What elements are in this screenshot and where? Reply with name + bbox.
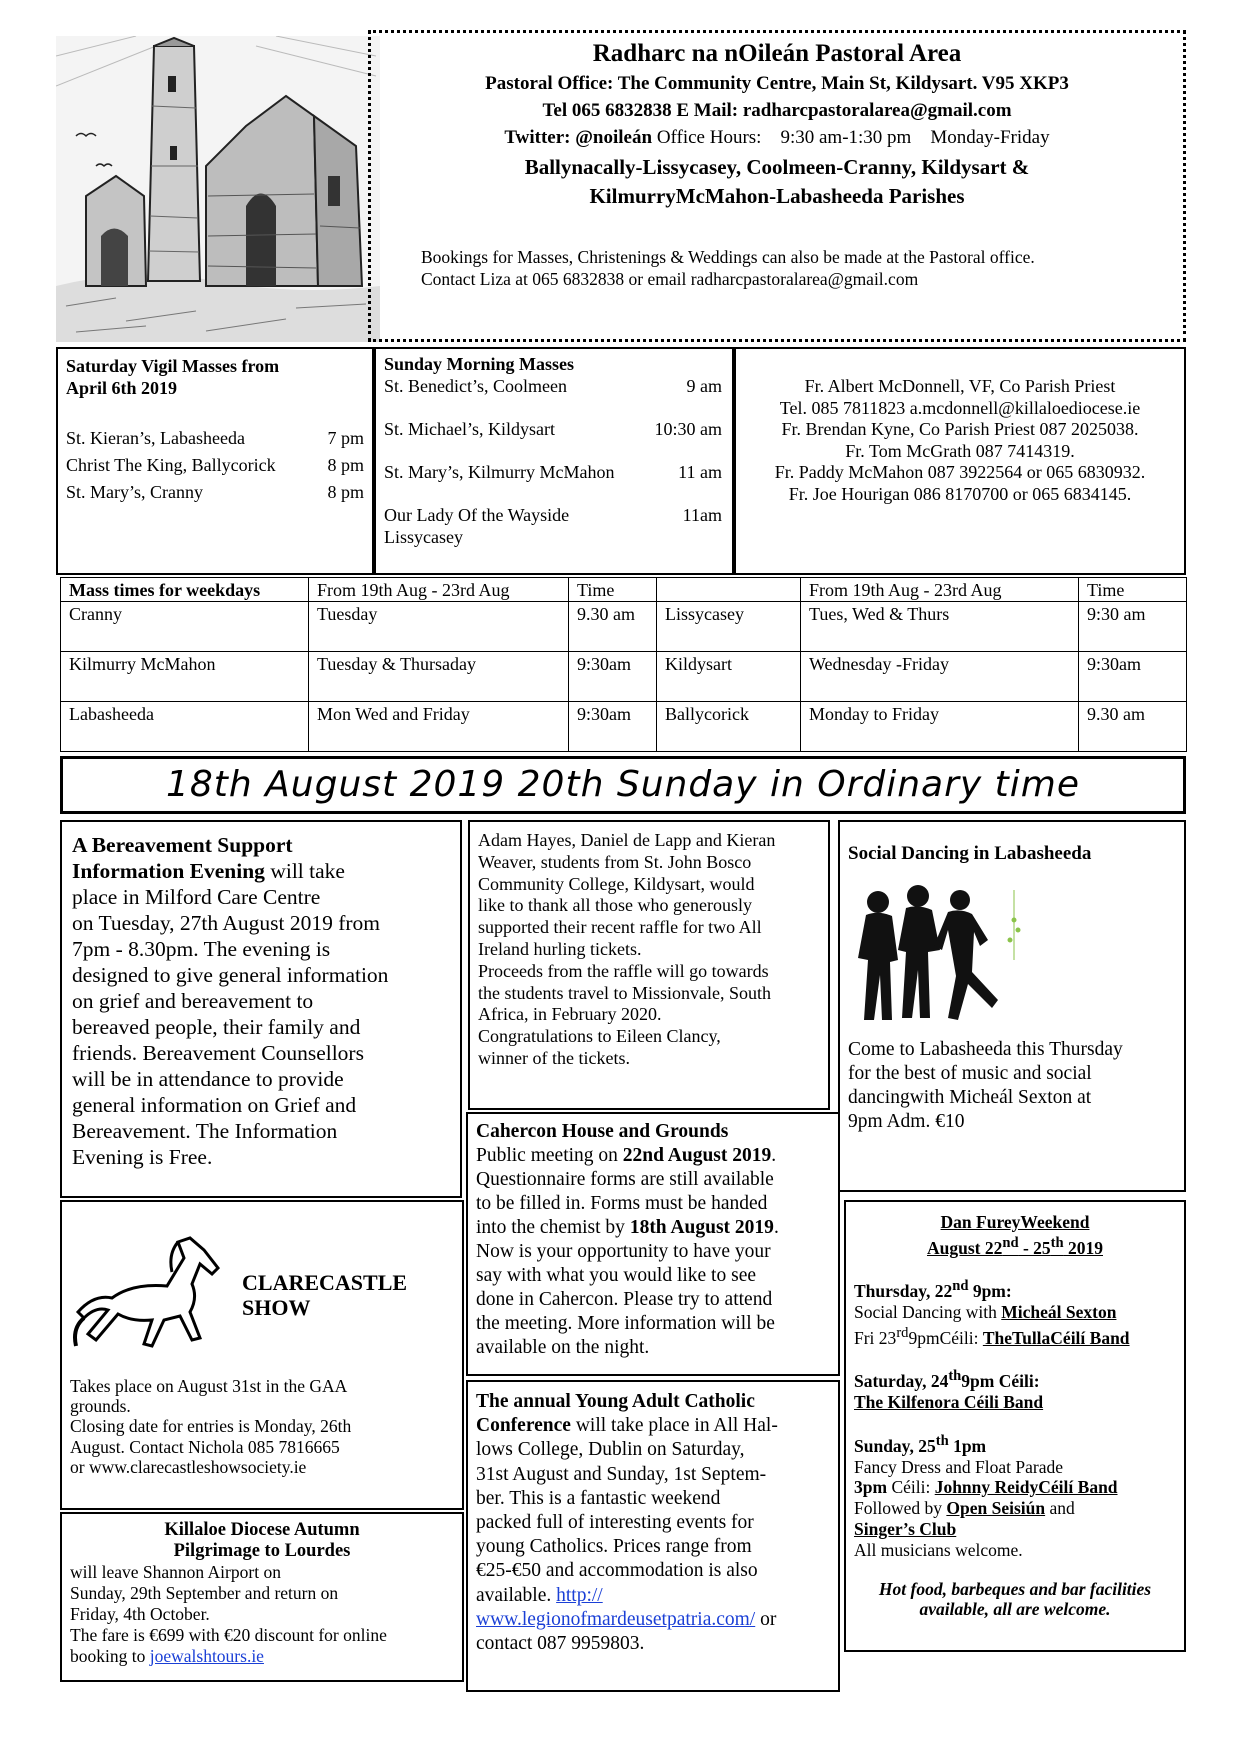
furey-sunday: Sunday, 25	[854, 1435, 936, 1456]
furey-date-suffix: rd	[896, 1324, 909, 1341]
social-dancing-line: 9pm Adm. €10	[848, 1111, 965, 1132]
sunday-date-banner	[60, 756, 1186, 814]
weekday-table-cell: 9:30 am	[1078, 601, 1187, 652]
saturday-heading-1: Saturday Vigil Masses from	[66, 356, 280, 376]
weekday-table-cell: Tuesday & Thursaday	[308, 651, 569, 702]
raffle-notice	[468, 820, 830, 1110]
furey-text: All musicians welcome.	[854, 1539, 1023, 1560]
furey-text: Followed by	[854, 1498, 947, 1519]
weekday-table-cell: 9:30am	[568, 651, 657, 702]
weekday-table-cell: Kilmurry McMahon	[60, 651, 309, 702]
lourdes-line: Friday, 4th October.	[70, 1604, 210, 1624]
office-hours: Office Hours: 9:30 am-1:30 pm Monday-Friday	[652, 127, 1050, 148]
sunday-heading: Sunday Morning Masses	[384, 354, 575, 374]
cahercon-text: .	[771, 1145, 777, 1166]
furey-time: 3pm	[854, 1477, 888, 1498]
bookings-line-2: Contact Liza at 065 6832838 or email radharcpastoralarea@gmail.com	[421, 269, 919, 289]
weekday-table-cell: Lissycasey	[656, 601, 801, 652]
sunday-mass-row	[384, 461, 722, 483]
raffle-line: like to thank all those who generously	[478, 895, 752, 916]
saturday-mass-row	[66, 427, 364, 449]
parishes-line-2: KilmurryMcMahon-Labasheeda Parishes	[589, 184, 965, 208]
conference-title-1: The annual Young Adult Catholic	[476, 1391, 755, 1412]
pastoral-office-address: Pastoral Office: The Community Centre, Main St, Kildysart. V95 XKP3	[485, 73, 1069, 94]
weekday-table-cell: Monday to Friday	[800, 701, 1079, 752]
conference-line: €25-€50 and accommodation is also	[476, 1560, 758, 1582]
parishes-line-1: Ballynacally-Lissycasey, Coolmeen-Cranny, Kildysart &	[524, 155, 1030, 179]
furey-saturday: Saturday, 24	[854, 1371, 949, 1392]
cahercon-text: into the chemist by	[476, 1217, 630, 1238]
mass-time: 8 pm	[327, 482, 364, 502]
weekday-table-cell: 9:30am	[1078, 651, 1187, 702]
weekday-table-header-cell: Time	[568, 577, 657, 602]
young-adult-conference-notice	[466, 1380, 840, 1692]
conference-line: lows College, Dublin on Saturday,	[476, 1439, 745, 1461]
clarecastle-line: August. Contact Nichola 085 7816665	[70, 1436, 340, 1457]
mass-time: 9 am	[686, 376, 722, 396]
lourdes-line: Sunday, 29th September and return on	[70, 1583, 339, 1603]
conference-line: ber. This is a fantastic weekend	[476, 1487, 721, 1509]
priest-line: Tel. 085 7811823 a.mcdonnell@killaloediocese.ie	[779, 397, 1141, 418]
cahercon-notice	[466, 1112, 840, 1376]
lourdes-line: The fare is €699 with €20 discount for online	[70, 1625, 387, 1645]
bereavement-line: friends. Bereavement Counsellors	[72, 1041, 364, 1065]
clarecastle-title-2: SHOW	[242, 1295, 311, 1320]
furey-performer: Johnny ReidyCéilí Band	[934, 1477, 1118, 1498]
furey-performer: Singer’s Club	[854, 1518, 957, 1539]
weekday-table-cell: Mon Wed and Friday	[308, 701, 569, 752]
furey-text: Fri 23	[854, 1327, 897, 1348]
priest-line: Fr. Paddy McMahon 087 3922564 or 065 6830932.	[774, 462, 1146, 482]
furey-sunday: 1pm	[948, 1435, 987, 1456]
priest-line: Fr. Tom McGrath 087 7414319.	[845, 440, 1075, 461]
social-dancing-line: dancingwith Micheál Sexton at	[848, 1087, 1092, 1108]
saturday-mass-row	[66, 454, 364, 476]
weekday-table-header-cell	[656, 577, 801, 602]
cahercon-line: the meeting. More information will be	[476, 1313, 775, 1334]
weekday-table-cell: 9.30 am	[1078, 701, 1187, 752]
furey-date-text: - 25	[1018, 1237, 1051, 1258]
raffle-line: Ireland hurling tickets.	[478, 938, 642, 959]
raffle-line: Community College, Kildysart, would	[478, 873, 755, 894]
furey-date-suffix: nd	[952, 1278, 969, 1295]
cahercon-line: to be filled in. Forms must be handed	[476, 1193, 768, 1214]
church-ruin-illustration	[56, 36, 380, 342]
conference-text: will take place in All Hal-	[570, 1415, 778, 1437]
bereavement-line: on grief and bereavement to	[72, 989, 314, 1013]
bereavement-line: on Tuesday, 27th August 2019 from	[72, 911, 380, 935]
weekday-table-header-cell: Mass times for weekdays	[60, 577, 309, 602]
furey-performer: Open Seisiún	[946, 1498, 1046, 1519]
conference-link-part-1[interactable]: http://	[556, 1584, 603, 1606]
priest-line: Fr. Albert McDonnell, VF, Co Parish Priest	[804, 376, 1116, 396]
weekday-mass-table	[60, 577, 1186, 751]
lourdes-title-1: Killaloe Diocese Autumn	[164, 1520, 360, 1540]
bereavement-title-2: Information Evening	[72, 859, 265, 883]
bereavement-line: 7pm - 8.30pm. The evening is	[72, 937, 331, 961]
weekday-table-cell: Tuesday	[308, 601, 569, 652]
cahercon-deadline-date: 18th August 2019	[629, 1217, 774, 1238]
dancers-silhouette-icon	[848, 880, 1028, 1030]
furey-thursday: 9pm:	[968, 1281, 1012, 1302]
furey-text: and	[1045, 1498, 1075, 1519]
conference-text: available.	[476, 1584, 557, 1606]
clarecastle-title	[242, 1270, 407, 1320]
weekday-table-cell: 9.30 am	[568, 601, 657, 652]
social-dancing-title: Social Dancing in Labasheeda	[848, 843, 1092, 864]
cahercon-text: .	[773, 1217, 779, 1238]
saturday-heading-2: April 6th 2019	[66, 378, 178, 398]
mass-place: St. Mary’s, Cranny	[66, 482, 203, 502]
conference-line: 31st August and Sunday, 1st Septem-	[476, 1463, 767, 1485]
furey-date-suffix: th	[948, 1368, 962, 1385]
clarecastle-line: Closing date for entries is Monday, 26th	[70, 1416, 352, 1437]
clarecastle-line: grounds.	[70, 1396, 131, 1417]
furey-title-1: Dan FureyWeekend	[940, 1212, 1090, 1232]
mass-place: Christ The King, Ballycorick	[66, 455, 276, 475]
furey-text: Céili:	[887, 1477, 935, 1498]
raffle-line: the students travel to Missionvale, South	[478, 982, 771, 1003]
furey-food-line: available, all are welcome.	[919, 1599, 1111, 1620]
church-ruin-drawing	[56, 36, 380, 342]
mass-place: St. Michael’s, Kildysart	[384, 419, 555, 439]
conference-line: young Catholics. Prices range from	[476, 1536, 752, 1558]
raffle-line: Adam Hayes, Daniel de Lapp and Kieran	[478, 830, 776, 850]
bereavement-line: will be in attendance to provide	[72, 1067, 344, 1091]
cahercon-text: Public meeting on	[476, 1145, 623, 1166]
furey-date-suffix: nd	[1002, 1234, 1019, 1251]
priests-box	[734, 347, 1186, 575]
conference-text: or	[755, 1608, 777, 1630]
social-dancing-notice	[838, 820, 1186, 1192]
twitter-handle: Twitter: @noileán	[504, 127, 653, 148]
mass-time: 8 pm	[327, 455, 364, 475]
bookings-line-1: Bookings for Masses, Christenings & Weddings can also be made at the Pastoral office.	[421, 247, 1035, 267]
raffle-line: supported their recent raffle for two All	[478, 917, 762, 938]
mass-place: St. Mary’s, Kilmurry McMahon	[384, 462, 615, 482]
cahercon-line: done in Cahercon. Please try to attend	[476, 1289, 773, 1310]
dancers-image	[848, 880, 1176, 1030]
clarecastle-title-1: CLARECASTLE	[242, 1270, 408, 1295]
cahercon-line: Questionnaire forms are still available	[476, 1169, 774, 1190]
bereavement-line: general information on Grief and	[72, 1093, 357, 1117]
mass-place: St. Benedict’s, Coolmeen	[384, 376, 567, 396]
bereavement-line: Evening is Free.	[72, 1145, 213, 1169]
furey-performer: Micheál Sexton	[1001, 1302, 1117, 1323]
furey-performer: The Kilfenora Céili Band	[854, 1392, 1044, 1413]
weekday-table-cell: Cranny	[60, 601, 309, 652]
weekday-table-cell: Ballycorick	[656, 701, 801, 752]
pastoral-area-title: Radharc na nOileán Pastoral Area	[592, 40, 962, 67]
lourdes-text: booking to	[70, 1646, 150, 1666]
conference-line: packed full of interesting events for	[476, 1512, 754, 1534]
furey-performer: TheTullaCéilí Band	[982, 1327, 1130, 1348]
weekday-table-header-cell: Time	[1078, 577, 1187, 602]
furey-date-text: August 22	[926, 1237, 1003, 1258]
furey-text: Social Dancing with	[854, 1302, 1002, 1323]
cahercon-title: Cahercon House and Grounds	[476, 1121, 729, 1142]
mass-time: 11 am	[678, 462, 722, 482]
furey-date-text: 2019	[1063, 1237, 1103, 1258]
cahercon-line: say with what you would like to see	[476, 1265, 756, 1286]
sunday-masses-box	[374, 347, 734, 575]
furey-saturday: 9pm Céili:	[961, 1371, 1040, 1392]
dan-furey-weekend-notice	[844, 1200, 1186, 1652]
bereavement-notice	[60, 820, 462, 1198]
weekday-table-cell: Kildysart	[656, 651, 801, 702]
weekday-table-cell: Labasheeda	[60, 701, 309, 752]
weekday-table-header-cell: From 19th Aug - 23rd Aug	[800, 577, 1079, 602]
bereavement-title-1: A Bereavement Support	[72, 833, 293, 857]
furey-thursday: Thursday, 22	[854, 1281, 953, 1302]
raffle-line: Proceeds from the raffle will go towards	[478, 960, 769, 981]
conference-link[interactable]: www.legionofmardeusetpatria.com/	[476, 1608, 756, 1630]
conference-title-2: Conference	[476, 1415, 571, 1437]
cahercon-line: Now is your opportunity to have your	[476, 1241, 771, 1262]
sunday-date-banner-text: 18th August 2019 20th Sunday in Ordinary time	[165, 764, 1080, 805]
furey-date-suffix: th	[935, 1432, 949, 1449]
saturday-mass-row	[66, 481, 364, 503]
furey-text: Fancy Dress and Float Parade	[854, 1456, 1063, 1477]
sunday-mass-row	[384, 504, 722, 526]
mass-time: 7 pm	[327, 428, 364, 448]
pastoral-area-header	[368, 30, 1186, 342]
priest-line: Fr. Joe Hourigan 086 8170700 or 065 6834145.	[788, 483, 1132, 504]
sunday-mass-row	[384, 418, 722, 440]
raffle-line: Weaver, students from St. John Bosco	[478, 851, 752, 872]
cahercon-line: available on the night.	[476, 1337, 650, 1358]
mass-time: 11am	[682, 505, 722, 525]
weekday-table-cell: 9:30am	[568, 701, 657, 752]
clarecastle-show-notice	[60, 1200, 464, 1510]
raffle-line: Africa, in February 2020.	[478, 1004, 662, 1025]
social-dancing-line: Come to Labasheeda this Thursday	[848, 1039, 1123, 1060]
mass-place-continued: Lissycasey	[384, 527, 463, 547]
clarecastle-details	[70, 1376, 460, 1477]
furey-date-suffix: th	[1050, 1234, 1064, 1251]
office-contact: Tel 065 6832838 E Mail: radharcpastoralarea@gmail.com	[542, 100, 1012, 121]
mass-place: Our Lady Of the Wayside	[384, 505, 570, 525]
cahercon-meeting-date: 22nd August 2019	[622, 1145, 772, 1166]
conference-contact: contact 087 9959803.	[476, 1633, 645, 1655]
clarecastle-line: Takes place on August 31st in the GAA	[70, 1376, 348, 1396]
horse-image	[72, 1228, 232, 1356]
furey-food-line: Hot food, barbeques and bar facilities	[878, 1578, 1152, 1599]
horse-icon	[72, 1228, 232, 1356]
office-hours-line	[371, 126, 1183, 149]
bereavement-line: place in Milford Care Centre	[72, 885, 321, 909]
mass-time: 10:30 am	[654, 419, 722, 439]
bereavement-line: bereaved people, their family and	[72, 1015, 361, 1039]
weekday-table-header-cell: From 19th Aug - 23rd Aug	[308, 577, 569, 602]
furey-text: 9pmCéili:	[908, 1327, 983, 1348]
social-dancing-line: for the best of music and social	[848, 1063, 1092, 1084]
saturday-vigil-box	[56, 347, 374, 575]
raffle-line: winner of the tickets.	[478, 1047, 630, 1068]
bereavement-text: will take	[264, 859, 345, 883]
joewalshtours-link[interactable]: joewalshtours.ie	[149, 1646, 264, 1666]
lourdes-title-2: Pilgrimage to Lourdes	[173, 1541, 351, 1561]
mass-place: St. Kieran’s, Labasheeda	[66, 428, 245, 448]
weekday-table-cell: Tues, Wed & Thurs	[800, 601, 1079, 652]
sunday-mass-row	[384, 375, 722, 397]
raffle-line: Congratulations to Eileen Clancy,	[478, 1026, 721, 1047]
clarecastle-line: or www.clarecastleshowsociety.ie	[70, 1456, 307, 1477]
weekday-table-cell: Wednesday -Friday	[800, 651, 1079, 702]
priest-line: Fr. Brendan Kyne, Co Parish Priest 087 2025038.	[781, 419, 1139, 439]
bereavement-line: designed to give general information	[72, 963, 389, 987]
lourdes-line: will leave Shannon Airport on	[70, 1562, 281, 1582]
lourdes-pilgrimage-notice	[60, 1512, 464, 1682]
bereavement-line: Bereavement. The Information	[72, 1119, 338, 1143]
